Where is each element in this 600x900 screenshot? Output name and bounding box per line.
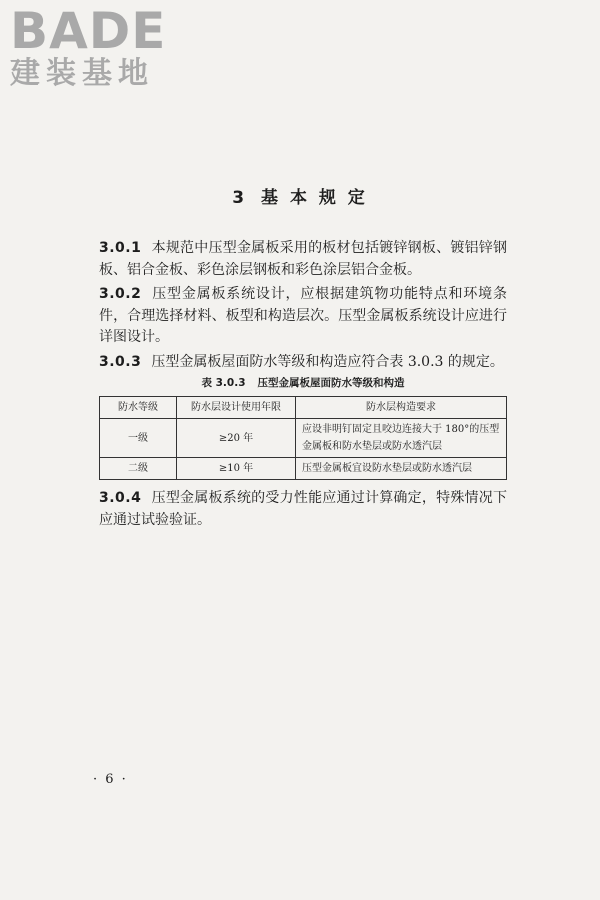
header-years: 防水层设计使用年限 bbox=[177, 397, 296, 419]
waterproof-grade-table bbox=[99, 396, 507, 480]
cell-years: ≥20 年 bbox=[177, 419, 296, 458]
clause-3-0-3 bbox=[99, 352, 507, 374]
cell-requirement: 应设非明钉固定且咬边连接大于 180°的压型金属板和防水垫层或防水透汽层 bbox=[296, 419, 507, 458]
clause-text: 压型金属板系统的受力性能应通过计算确定，特殊情况下应通过试验验证。 bbox=[99, 490, 507, 528]
clause-text: 压型金属板系统设计，应根据建筑物功能特点和环境条件，合理选择材料、板型和构造层次。压型金属板系统设计应进行详图设计。 bbox=[99, 286, 507, 345]
clause-3-0-4 bbox=[99, 488, 507, 531]
clause-text: 本规范中压型金属板采用的板材包括镀锌钢板、镀铝锌钢板、铝合金板、彩色涂层钢板和彩色涂层铝合金板。 bbox=[99, 240, 507, 278]
chapter-number: 3 bbox=[232, 188, 248, 208]
clause-3-0-1 bbox=[99, 238, 507, 281]
cell-requirement: 压型金属板宜设防水垫层或防水透汽层 bbox=[296, 458, 507, 480]
watermark-subtitle: 建装基地 bbox=[10, 56, 154, 91]
clause-3-0-2 bbox=[99, 284, 507, 349]
table-caption-title: 压型金属板屋面防水等级和构造 bbox=[257, 377, 405, 389]
table-caption bbox=[99, 374, 507, 392]
watermark-logo bbox=[10, 2, 180, 92]
table-caption-number: 表 3.0.3 bbox=[201, 377, 246, 389]
table-row bbox=[100, 458, 507, 480]
chapter-title bbox=[0, 183, 600, 208]
cell-grade: 二级 bbox=[100, 458, 177, 480]
chapter-title-text: 基 本 规 定 bbox=[261, 188, 368, 208]
header-requirement: 防水层构造要求 bbox=[296, 397, 507, 419]
clause-number: 3.0.2 bbox=[99, 286, 142, 302]
clause-text: 压型金属板屋面防水等级和构造应符合表 3.0.3 的规定。 bbox=[151, 353, 504, 370]
table-row bbox=[100, 419, 507, 458]
page-number: · 6 · bbox=[93, 772, 128, 787]
cell-grade: 一级 bbox=[100, 419, 177, 458]
clause-number: 3.0.1 bbox=[99, 240, 142, 256]
clause-number: 3.0.3 bbox=[99, 353, 142, 370]
header-grade: 防水等级 bbox=[100, 397, 177, 419]
watermark-brand: BADE bbox=[10, 2, 167, 60]
page-content bbox=[99, 238, 507, 534]
table-header-row bbox=[100, 397, 507, 419]
cell-years: ≥10 年 bbox=[177, 458, 296, 480]
clause-number: 3.0.4 bbox=[99, 490, 142, 506]
